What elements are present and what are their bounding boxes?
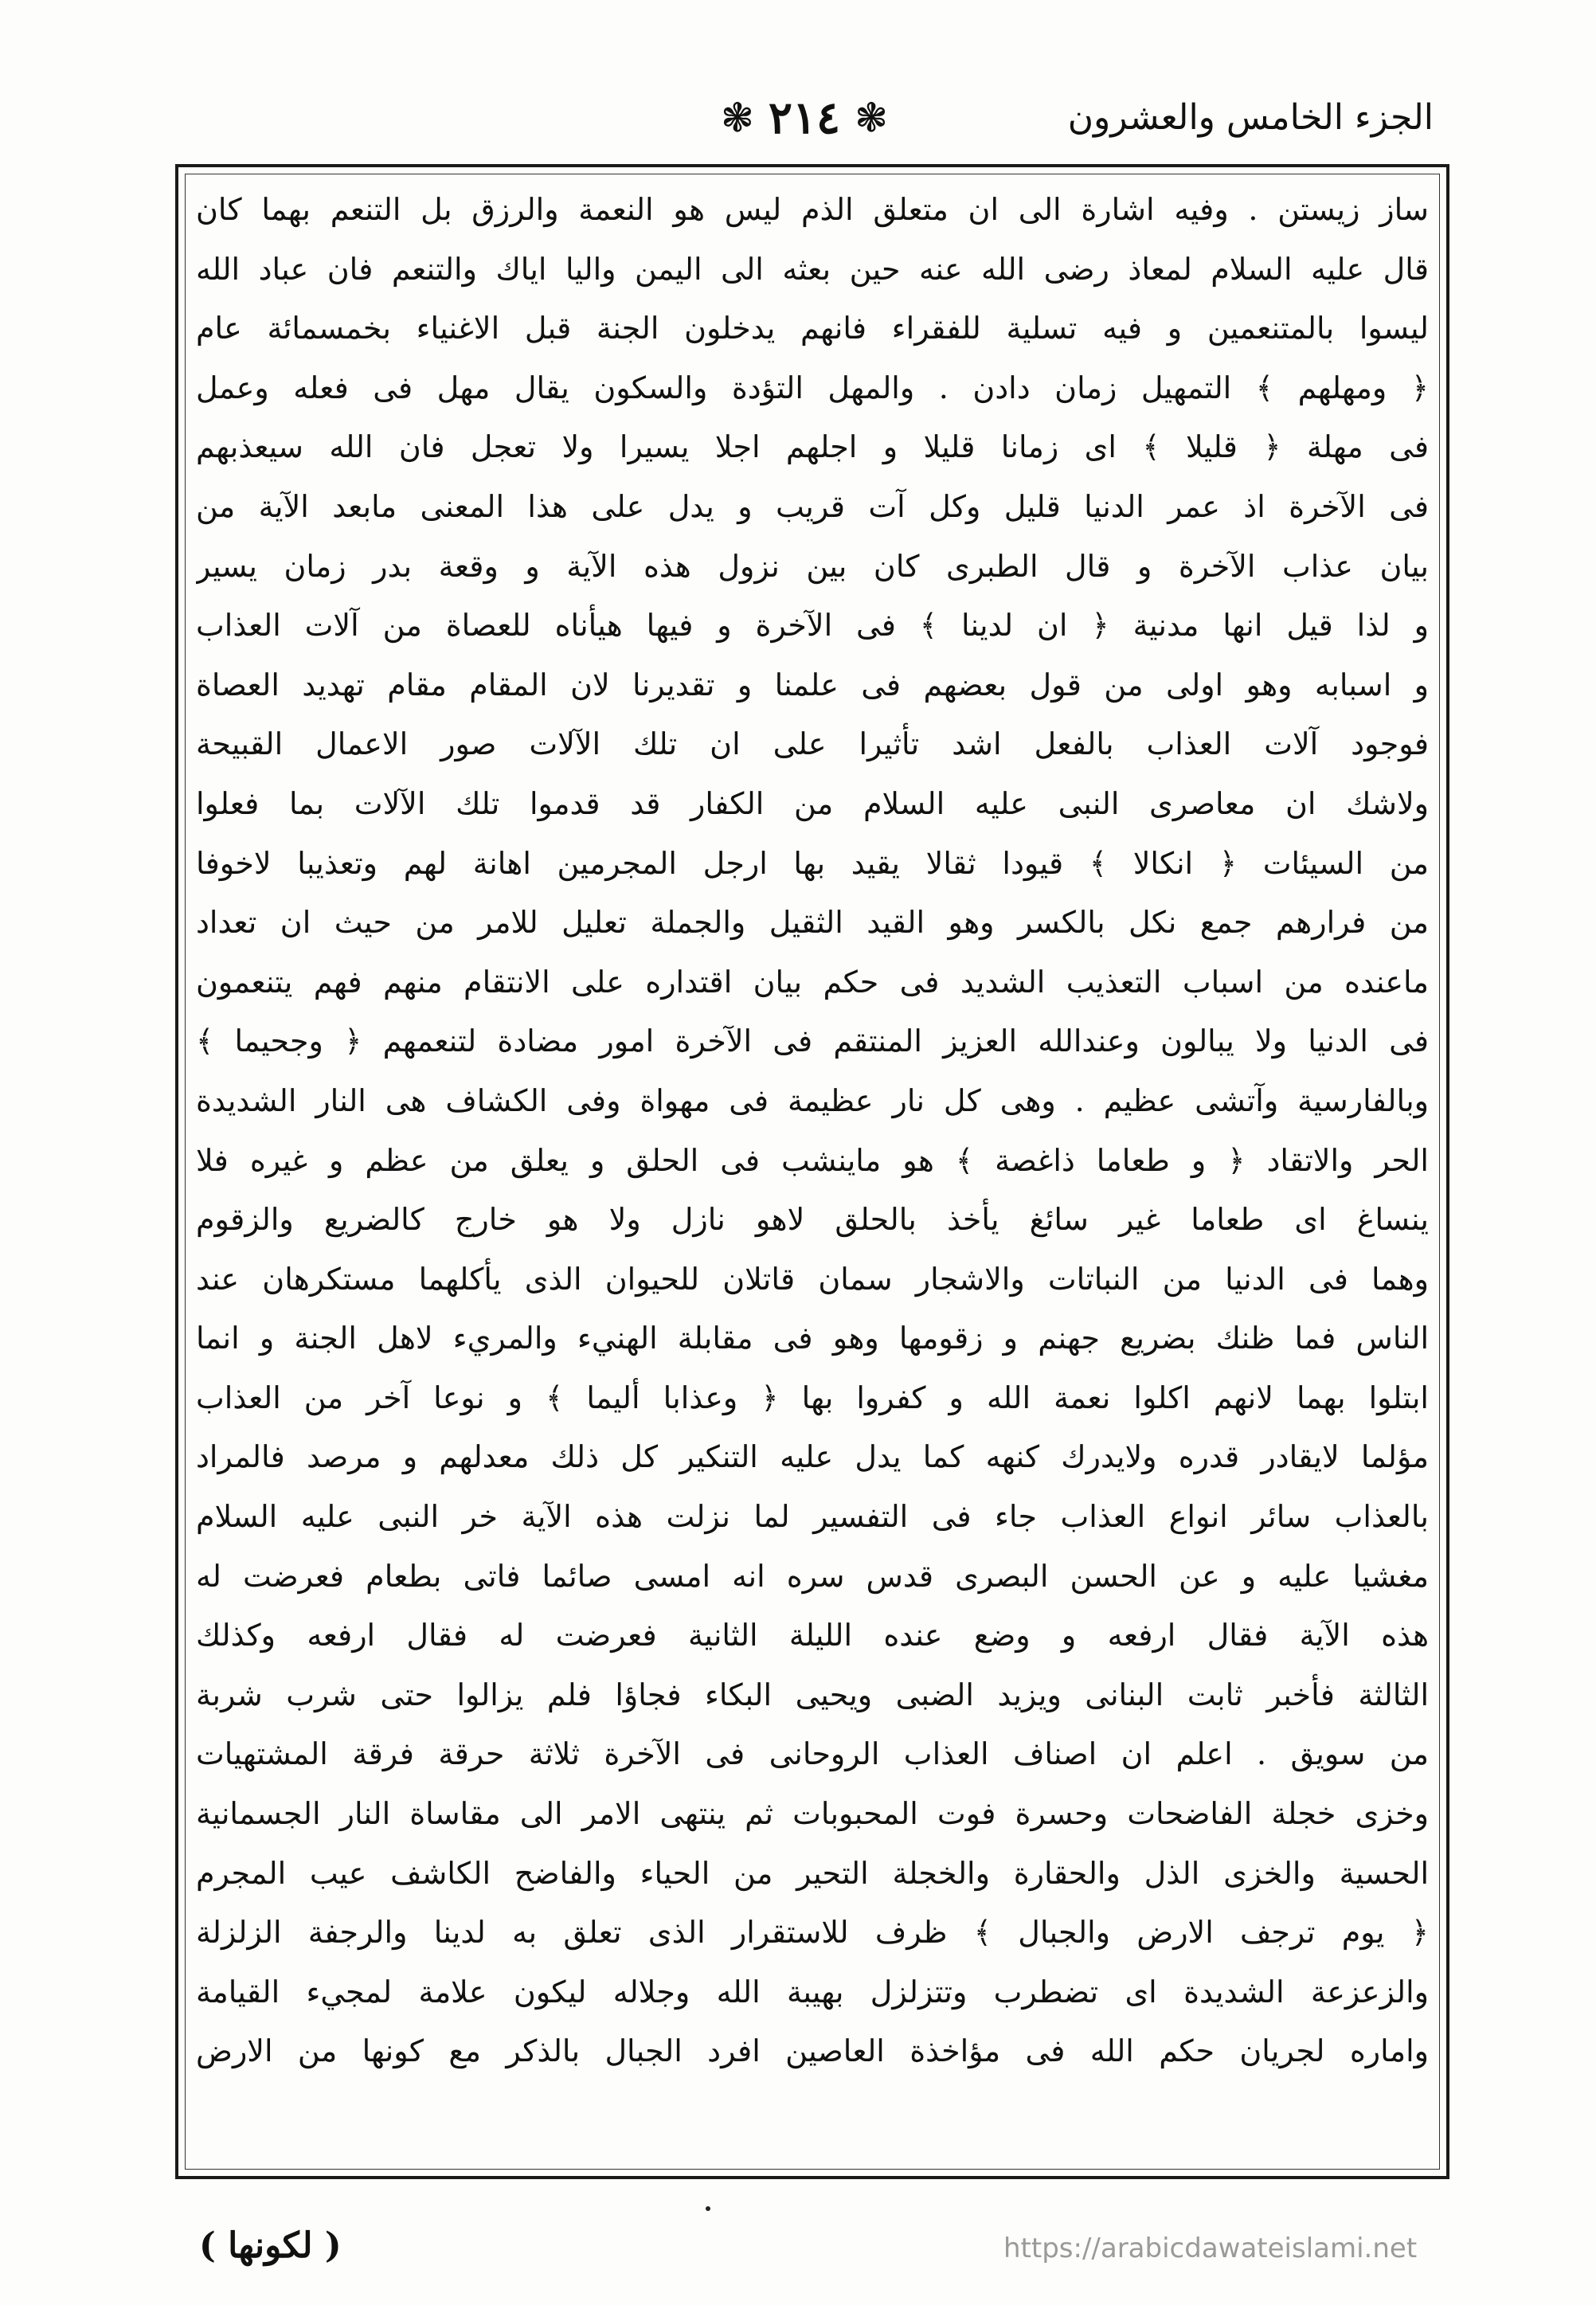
text-line: فى الدنيا ولا يبالون وعندالله العزيز المنتقم فى الآخرة امور مضادة لتنعمهم ﴿ وجحيما ﴾ [196, 1023, 1429, 1059]
text-line: ﴿ يوم ترجف الارض والجبال ﴾ ظرف للاستقرار الذى تعلق به لدينا والرجفة الزلزلة [196, 1915, 1429, 1951]
text-line: مؤلما لايقادر قدره ولايدرك كنهه كما يدل عليه التنكير كل ذلك معدلهم و مرصد فالمراد [196, 1439, 1429, 1475]
text-line: هذه الآية فقال ارفعه و وضع عنده الليلة الثانية فعرضت له فقال ارفعه وكذلك [196, 1618, 1429, 1653]
text-line: وخزى خجلة الفاضحات وحسرة فوت المحبوبات ثم ينتهى الامر الى مقاساة النار الجسمانية [196, 1796, 1429, 1832]
text-line: ساز زيستن . وفيه اشارة الى ان متعلق الذم ليس هو النعمة والرزق بل التنعم بهما كان [196, 192, 1429, 227]
text-line: و لذا قيل انها مدنية ﴿ ان لدينا ﴾ فى الآخرة و فيها هيأناه للعصاة من آلات العذاب [196, 608, 1429, 644]
text-line: الحر والاتقاد ﴿ و طعاما ذاغصة ﴾ هو ماينشب فى الحلق و يعلق من عظم و غيره فلا [196, 1142, 1429, 1178]
source-watermark: https://arabicdawateislami.net [1003, 2233, 1418, 2264]
text-line: فى الآخرة اذ عمر الدنيا قليل وكل آت قريب و يدل على هذا المعنى مابعد الآية من [196, 488, 1429, 524]
page-header [191, 86, 1434, 150]
page-number-group [653, 86, 956, 150]
text-line: ينساغ اى طعاما غير سائغ يأخذ بالحلق لاهو نازل ولا هو خارج كالضريع والزقوم [196, 1202, 1429, 1238]
text-line: والزعزعة الشديدة اى تضطرب وتتزلزل بهيبة الله وجلاله ليكون علامة لمجيء القيامة [196, 1974, 1429, 2010]
text-line: وبالفارسية وآتشى عظيم . وهى كل نار عظيمة فى مهواة وفى الكشاف هى النار الشديدة [196, 1082, 1429, 1118]
text-line: مغشيا عليه و عن الحسن البصرى قدس سره انه امسى صائما فاتى بطعام فعرضت له [196, 1558, 1429, 1594]
text-line: ماعنده من اسباب التعذيب الشديد فى حكم بيان اقتداره على الانتقام منهم فهم يتنعمون [196, 964, 1429, 1000]
text-line: ولاشك ان معاصرى النبى عليه السلام من الكفار قد قدموا تلك الآلات بما فعلوا [196, 785, 1429, 821]
flourish-ornament-icon: ❃ [720, 95, 754, 141]
text-line: من السيئات ﴿ انكالا ﴾ قيودا ثقالا يقيد بها ارجل المجرمين اهانة لهم وتعذيبا لاخوفا [196, 845, 1429, 881]
text-line: الحسية والخزى الذل والحقارة والخجلة التحير من الحياء والفاضح الكاشف عيب المجرم [196, 1855, 1429, 1891]
text-line: بالعذاب سائر انواع العذاب جاء فى التفسير لما نزلت هذه الآية خر النبى عليه السلام [196, 1499, 1429, 1535]
body-text [196, 180, 1429, 2163]
text-line: فى مهلة ﴿ قليلا ﴾ اى زمانا قليلا و اجلهم اجلا يسيرا ولا تعجل فان الله سيعذبهم [196, 429, 1429, 465]
text-line: قال عليه السلام لمعاذ رضى الله عنه حين بعثه الى اليمن واليا اياك والتنعم فان عباد الله [196, 251, 1429, 287]
text-line: الناس فما ظنك بضريع جهنم و زقومها وهو فى مقابلة الهنيء والمريء لاهل الجنة و انما [196, 1321, 1429, 1356]
text-line: من سويق . اعلم ان اصناف العذاب الروحانى فى الآخرة ثلاثة حرقة فرقة المشتهيات [196, 1736, 1429, 1772]
text-line: واماره لجريان حكم الله فى مؤاخذة العاصين افرد الجبال بالذكر مع كونها من الارض [196, 2033, 1429, 2069]
catchword: ( لكونها ) [199, 2225, 342, 2266]
text-line: و اسبابه وهو اولى من قول بعضهم فى علمنا و تقديرنا لان المقام مقام تهديد العصاة [196, 667, 1429, 702]
page-number: ٢١٤ [768, 92, 841, 144]
text-line: ﴿ ومهلهم ﴾ التمهيل زمان دادن . والمهل التؤدة والسكون يقال مهل فى فعله وعمل [196, 370, 1429, 405]
text-line: بيان عذاب الآخرة و قال الطبرى كان بين نزول هذه الآية و وقعة بدر زمان يسير [196, 548, 1429, 584]
text-line: ابتلوا بهما لانهم اكلوا نعمة الله و كفروا بها ﴿ وعذابا أليما ﴾ و نوعا آخر من العذاب [196, 1379, 1429, 1415]
text-line: وهما فى الدنيا من النباتات والاشجار سمان قاتلان للحيوان الذى يأكلهما مستكرهان عند [196, 1261, 1429, 1297]
print-dot [706, 2206, 710, 2211]
text-line: فوجود آلات العذاب بالفعل اشد تأثيرا على ان تلك الآلات صور الاعمال القبيحة [196, 726, 1429, 762]
flourish-ornament-icon: ❃ [855, 95, 889, 141]
text-line: الثالثة فأخبر ثابت البنانى ويزيد الضبى ويحيى البكاء فجاؤا فلم يزالوا حتى شرب شربة [196, 1677, 1429, 1712]
text-line: من فرارهم جمع نكل بالكسر وهو القيد الثقيل والجملة تعليل للامر من حيث ان تعداد [196, 905, 1429, 941]
part-title: الجزء الخامس والعشرون [1067, 97, 1434, 138]
text-line: ليسوا بالمتنعمين و فيه تسلية للفقراء فانهم يدخلون الجنة قبل الاغنياء بخمسمائة عام [196, 311, 1429, 346]
